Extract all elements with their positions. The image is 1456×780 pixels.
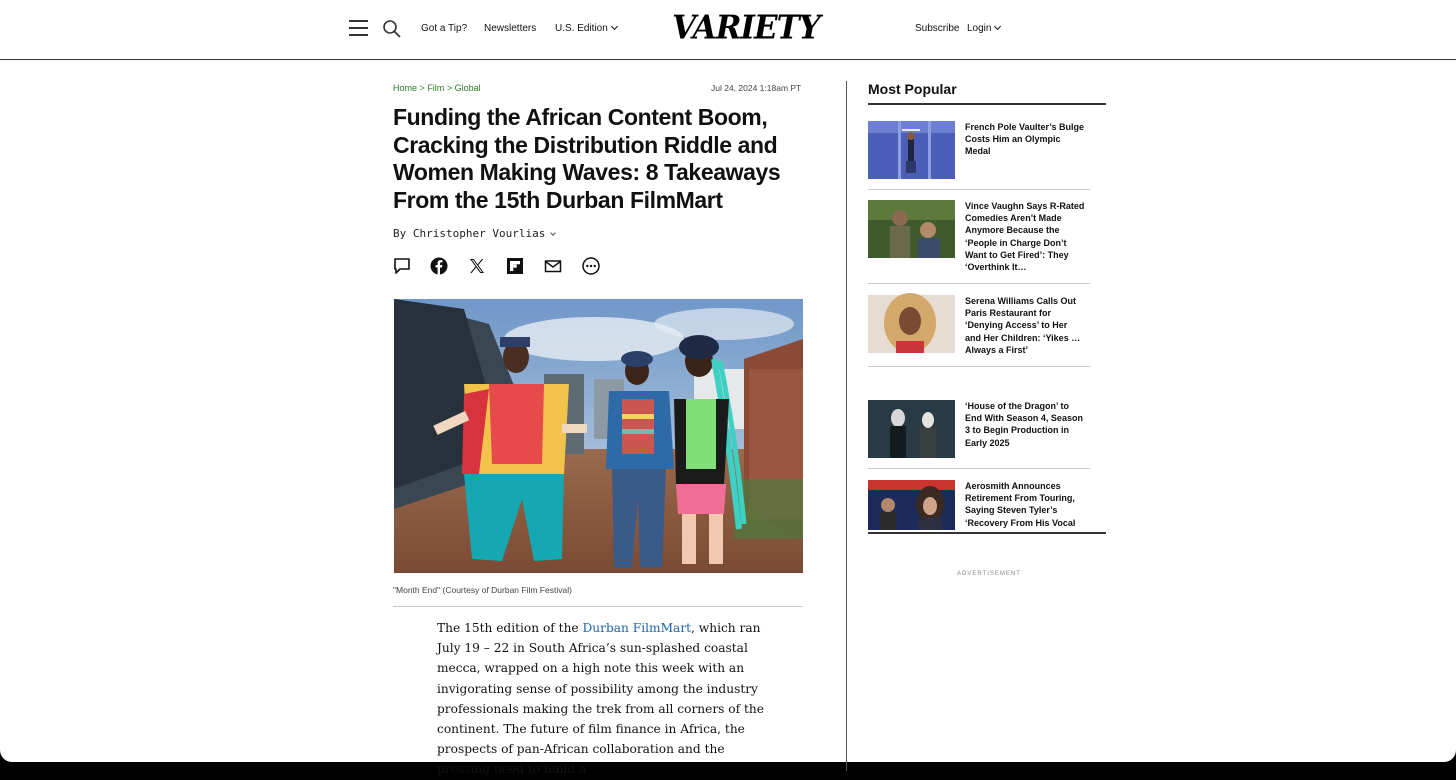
popular-divider [868,468,1090,469]
article-headline: Funding the African Content Boom, Cracking the Distribution Riddle and Women Making Waves: 8 Takeaways From the 15th Durban FilmMart [393,104,781,213]
popular-thumbnail [868,121,955,179]
chevron-down-icon [611,23,618,30]
nav-got-a-tip[interactable]: Got a Tip? [421,23,468,34]
popular-item[interactable] [868,121,1090,179]
popular-item[interactable] [868,400,1090,458]
most-popular-rule [868,103,1106,105]
article-body [437,618,767,780]
subscribe-link[interactable]: Subscribe [915,23,960,34]
popular-thumbnail [868,295,955,353]
column-divider [846,81,847,771]
popular-item[interactable] [868,200,1090,273]
menu-icon[interactable] [349,20,368,37]
popular-headline: ‘House of the Dragon’ to End With Season 4, Season 3 to Begin Production in Early 2025 [965,401,1083,448]
breadcrumb-separator: > [419,83,425,93]
comment-icon[interactable] [392,256,412,276]
login-label: Login [967,23,992,34]
popular-headline: Aerosmith Announces Retirement From Touring, Saying Steven Tyler’s ‘Recovery From His Vocal [965,481,1076,528]
popular-divider [868,283,1090,284]
breadcrumb-global[interactable]: Global [454,83,481,93]
popular-thumbnail [868,400,955,458]
breadcrumb [393,83,481,93]
popular-item[interactable] [868,480,1090,530]
author-name: By Christopher Vourlias [393,227,546,240]
byline[interactable] [393,227,555,240]
durban-filmmart-link[interactable]: Durban FilmMart [582,621,692,635]
advertisement-label: ADVERTISEMENT [957,571,1021,577]
publish-date: Jul 24, 2024 1:18am PT [711,83,802,93]
edition-label: U.S. Edition [555,23,608,34]
more-icon[interactable] [581,256,601,276]
popular-headline: Vince Vaughn Says R-Rated Comedies Aren’t Made Anymore Because the ‘People in Charge Don’t Want to Get Fired’: They ‘Overthink It… [965,201,1085,273]
popular-headline: Serena Williams Calls Out Paris Restaurant for ‘Denying Access’ to Her and Her Children: ‘Yikes … Always a First’ [965,296,1081,355]
flipboard-icon[interactable] [505,256,525,276]
popular-divider [868,366,1090,367]
body-text-start: The 15th edition of the [437,621,583,635]
email-icon[interactable] [543,256,563,276]
popular-thumbnail [868,200,955,258]
caption-divider [393,606,803,607]
most-popular-end-rule [868,532,1106,534]
hero-image [394,299,803,573]
popular-headline: French Pole Vaulter’s Bulge Costs Him an Olympic Medal [965,122,1085,157]
popular-divider [868,189,1090,190]
chevron-down-icon [550,230,556,236]
search-icon[interactable] [382,19,402,39]
chevron-down-icon [994,23,1001,30]
image-caption: "Month End" (Courtesy of Durban Film Festival) [393,585,572,595]
body-text-rest: , which ran July 19 – 22 in South Africa’s sun-splashed coastal mecca, wrapped on a high note this week with an invigorating sense of possibility among the industry professionals making the trek from all corners of the continent. The future of film finance in Africa, the prospects of pan-African collaboration and the pressing need to build a [437,621,764,777]
most-popular-title: Most Popular [868,81,957,97]
nav-newsletters[interactable]: Newsletters [484,23,537,34]
nav-edition[interactable] [555,23,617,34]
variety-logo[interactable]: VARIETY [672,9,820,47]
popular-thumbnail [868,480,955,530]
login-menu[interactable] [967,23,1000,34]
breadcrumb-separator: > [446,83,453,93]
facebook-icon[interactable] [429,256,449,276]
breadcrumb-home[interactable]: Home [393,83,418,93]
x-icon[interactable] [467,256,487,276]
site-header [0,0,1456,60]
popular-item[interactable] [868,295,1090,353]
breadcrumb-film[interactable]: Film [427,83,445,93]
